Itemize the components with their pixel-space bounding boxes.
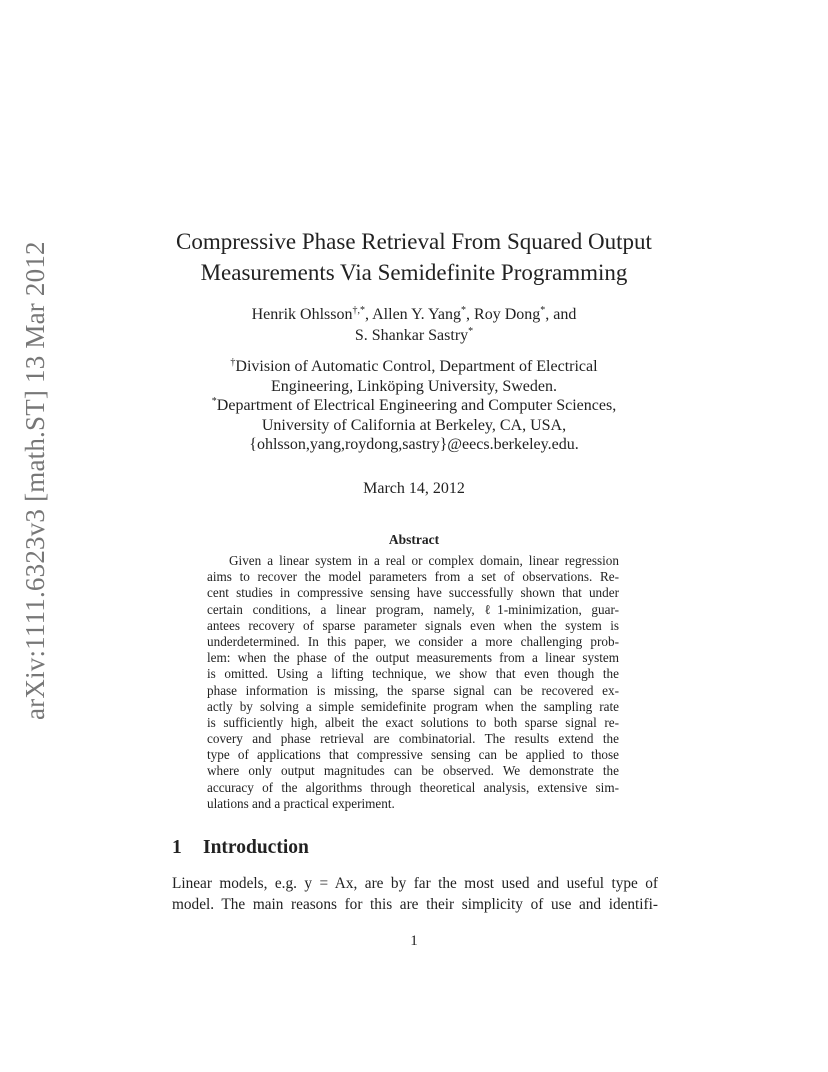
- author-name: Allen Y. Yang: [372, 306, 462, 323]
- abstract-line: phase information is missing, the sparse signal can be recovered ex-: [207, 682, 619, 698]
- body-line: Linear models, e.g. y = Ax, are by far the most used and useful type of: [172, 875, 658, 892]
- author-name: Roy Dong: [474, 306, 541, 323]
- abstract-line: antees recovery of sparse parameter signals even when the system is: [207, 617, 619, 633]
- paper-date: March 14, 2012: [363, 480, 465, 497]
- abstract-line: is sufficiently high, albeit the exact solutions to both sparse signal re-: [207, 714, 619, 730]
- author-list: [0, 304, 828, 346]
- author-mark: *: [468, 326, 474, 337]
- abstract-line: ulations and a practical experiment.: [207, 795, 395, 811]
- section-title: Introduction: [203, 837, 309, 858]
- abstract-line: cent studies in compressive sensing have successfully shown that under: [207, 585, 619, 601]
- author-conjunction: and: [553, 306, 577, 323]
- abstract-line: type of applications that compressive sensing can be applied to those: [207, 747, 619, 763]
- affiliation-line: *Department of Electrical Engineering and Computer Sciences,: [211, 396, 617, 414]
- author-mark: *: [461, 305, 467, 316]
- author-mark: *: [540, 305, 546, 316]
- abstract-line: accuracy of the algorithms through theoretical analysis, extensive sim-: [207, 779, 619, 795]
- affiliation-line: †Division of Automatic Control, Department of Electrical: [230, 357, 598, 375]
- abstract-line: actly by solving a simple semidefinite program when the sampling rate: [207, 698, 619, 714]
- body-text: [172, 874, 658, 915]
- abstract-line: underdetermined. In this paper, we consider a more challenging prob-: [207, 633, 619, 649]
- page-number: 1: [410, 933, 418, 949]
- abstract-line: where only output magnitudes can be observed. We demonstrate the: [207, 763, 619, 779]
- abstract-line: is omitted. Using a lifting technique, we show that even though the: [207, 666, 619, 682]
- affiliation-line: University of California at Berkeley, CA, USA,: [261, 416, 567, 434]
- abstract-line: lem: when the phase of the output measurements from a linear system: [207, 650, 619, 666]
- author-name: Henrik Ohlsson: [251, 306, 353, 323]
- affiliation-line: Engineering, Linköping University, Sweden.: [270, 377, 558, 395]
- arxiv-identifier-stamp: arXiv:1111.6323v3 [math.ST] 13 Mar 2012: [20, 241, 50, 720]
- affiliation-block: [0, 357, 828, 455]
- title-line-2: Measurements Via Semidefinite Programming: [200, 260, 628, 285]
- title-line-1: Compressive Phase Retrieval From Squared Output: [176, 229, 652, 254]
- abstract-line: covery and phase retrieval are combinatorial. The results extend the: [207, 731, 619, 747]
- author-mark: †,*: [352, 305, 365, 316]
- abstract-heading: Abstract: [388, 532, 440, 547]
- abstract-line: aims to recover the model parameters from a set of observations. Re-: [207, 569, 619, 585]
- author-line-1: Henrik Ohlsson†,*, Allen Y. Yang*, Roy Dong*, and: [251, 305, 577, 323]
- body-line: model. The main reasons for this are their simplicity of use and identifi-: [172, 895, 658, 913]
- section-heading-introduction: [172, 837, 309, 859]
- abstract-text: [207, 553, 619, 812]
- section-number: 1: [172, 837, 182, 858]
- abstract-line: certain conditions, a linear program, namely, ℓ1-minimization, guar-: [207, 601, 619, 617]
- affiliation-email: {ohlsson,yang,roydong,sastry}@eecs.berkeley.edu.: [249, 436, 579, 453]
- paper-title: [0, 226, 828, 288]
- affiliation-mark: †: [230, 357, 236, 368]
- author-name: S. Shankar Sastry: [354, 327, 469, 344]
- abstract-line: Given a linear system in a real or complex domain, linear regression: [229, 553, 619, 568]
- author-line-2: [0, 325, 828, 346]
- affiliation-mark: *: [211, 396, 217, 407]
